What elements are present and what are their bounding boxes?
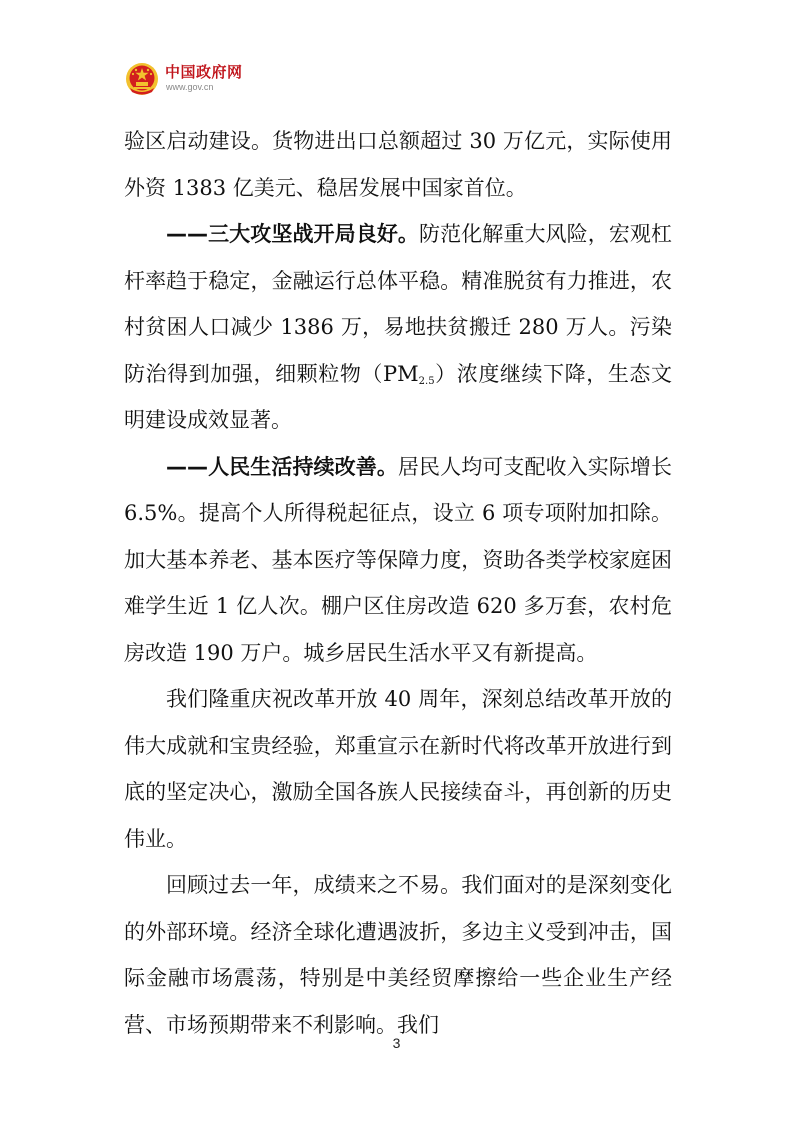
section-heading-livelihood: ——人民生活持续改善。 xyxy=(166,454,398,479)
paragraph-3-text: 居民人均可支配收入实际增长 6.5%。提高个人所得税起征点，设立 6 项专项附加扣除。加大基本养老、基本医疗等保障力度，资助各类学校家庭困难学生近 1 亿人次。棚户区住房改造 620 多万套，农村危房改造 190 万户。城乡居民生活水平又有新提高。 xyxy=(124,454,673,665)
paragraph-1: 验区启动建设。货物进出口总额超过 30 万亿元，实际使用外资 1383 亿美元、稳居发展中国家首位。 xyxy=(124,129,672,200)
site-url: www.gov.cn xyxy=(166,82,214,92)
paragraph-3 xyxy=(124,444,672,677)
site-logo[interactable] xyxy=(125,62,243,96)
national-emblem-icon xyxy=(125,62,159,96)
site-name: 中国政府网 xyxy=(165,63,243,81)
paragraph-2 xyxy=(124,211,672,444)
document-body xyxy=(124,118,672,1048)
pm-subscript: 2.5 xyxy=(418,375,435,387)
paragraph-2-text-b: ）浓度继续下降，生态文明建设成效显著。 xyxy=(124,361,672,432)
paragraph-5: 回顾过去一年，成绩来之不易。我们面对的是深刻变化的外部环境。经济全球化遭遇波折，多边主义受到冲击，国际金融市场震荡，特别是中美经贸摩擦给一些企业生产经营、市场预期带来不利影响。我们 xyxy=(124,873,672,1037)
section-heading-three-battles: ——三大攻坚战开局良好。 xyxy=(166,222,419,246)
paragraph-4: 我们隆重庆祝改革开放 40 周年，深刻总结改革开放的伟大成就和宝贵经验，郑重宣示在新时代将改革开放进行到底的坚定决心，激励全国各族人民接续奋斗，再创新的历史伟业。 xyxy=(124,687,672,851)
paragraph-2-text-a: 防范化解重大风险，宏观杠杆率趋于稳定，金融运行总体平稳。精准脱贫有力推进，农村贫困人口减少 1386 万，易地扶贫搬迁 280 万人。污染防治得到加强，细颗粒物（PM xyxy=(124,222,672,386)
page-number: 3 xyxy=(392,1035,401,1051)
